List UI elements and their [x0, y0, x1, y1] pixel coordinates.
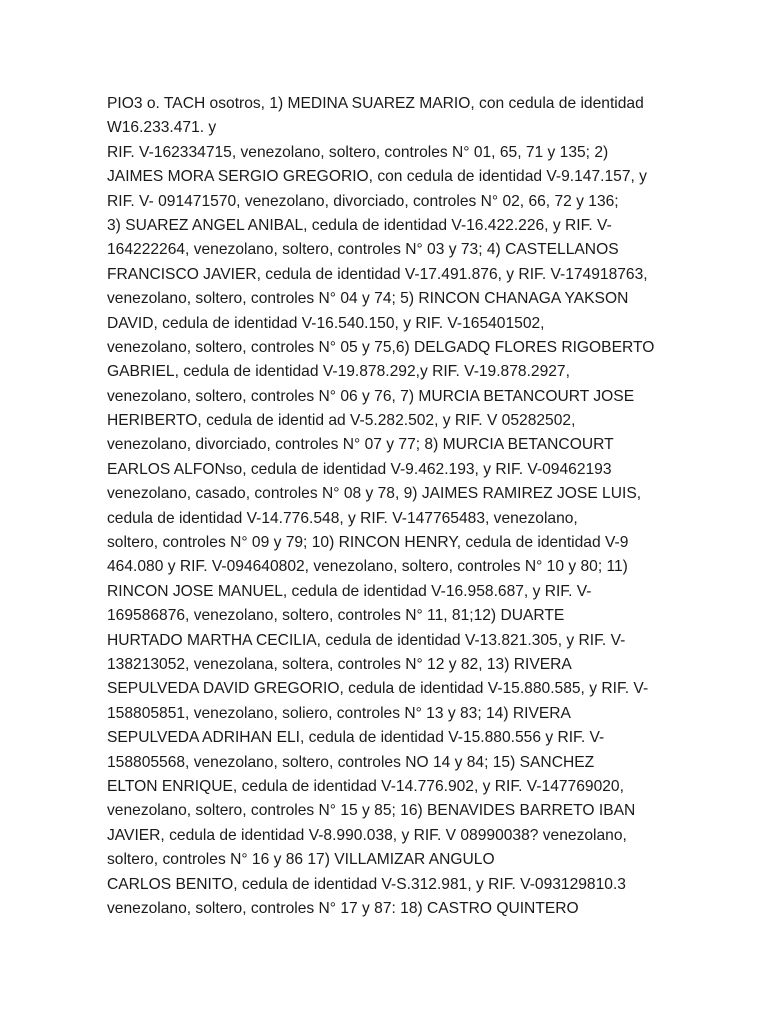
text-line: SEPULVEDA DAVID GREGORIO, cedula de identidad V-15.880.585, y RIF. V- [107, 680, 649, 698]
text-line: RIF. V-162334715, venezolano, soltero, controles N° 01, 65, 71 y 135; 2) [107, 143, 609, 161]
text-line: venezolano, soltero, controles N° 05 y 75,6) DELGADQ FLORES RIGOBERTO [107, 338, 655, 356]
text-line: venezolano, soltero, controles N° 17 y 87: 18) CASTRO QUINTERO [107, 899, 579, 917]
text-line: soltero, controles N° 16 y 86 17) VILLAMIZAR ANGULO [107, 851, 495, 869]
text-line: GABRIEL, cedula de identidad V-19.878.292,y RIF. V-19.878.2927, [107, 363, 570, 381]
text-line: venezolano, casado, controles N° 08 y 78, 9) JAIMES RAMIREZ JOSE LUIS, [107, 485, 642, 503]
text-line: JAIMES MORA SERGIO GREGORIO, con cedula de identidad V-9.147.157, y [107, 168, 647, 186]
text-line: JAVIER, cedula de identidad V-8.990.038, y RIF. V 08990038? venezolano, [107, 826, 627, 844]
text-line: venezolano, divorciado, controles N° 07 y 77; 8) MURCIA BETANCOURT [107, 436, 614, 454]
text-line: 169586876, venezolano, soltero, controles N° 11, 81;12) DUARTE [107, 607, 565, 625]
text-line: cedula de identidad V-14.776.548, y RIF. V-147765483, venezolano, [107, 509, 578, 527]
text-line: venezolano, soltero, controles N° 06 y 76, 7) MURCIA BETANCOURT JOSE [107, 387, 635, 405]
text-line: HURTADO MARTHA CECILIA, cedula de identidad V-13.821.305, y RIF. V- [107, 631, 626, 649]
text-line: DAVID, cedula de identidad V-16.540.150, y RIF. V-165401502, [107, 314, 545, 332]
text-line: CARLOS BENITO, cedula de identidad V-S.312.981, y RIF. V-093129810.3 [107, 875, 626, 893]
text-line: 164222264, venezolano, soltero, controles N° 03 y 73; 4) CASTELLANOS [107, 241, 619, 259]
text-line: 158805851, venezolano, soliero, controles N° 13 y 83; 14) RIVERA [107, 704, 571, 722]
text-line: 138213052, venezolana, soltera, controles N° 12 y 82, 13) RIVERA [107, 655, 572, 673]
text-line: RIF. V- 091471570, venezolano, divorciado, controles N° 02, 66, 72 y 136; [107, 192, 619, 210]
document-body-text [107, 92, 667, 921]
text-line: PIO3 o. TACH osotros, 1) MEDINA SUAREZ MARIO, con cedula de identidad [107, 95, 644, 112]
text-line: 464.080 y RIF. V-094640802, venezolano, soltero, controles N° 10 y 80; 11) [107, 558, 628, 576]
text-line: HERIBERTO, cedula de identid ad V-5.282.502, y RIF. V 05282502, [107, 412, 576, 430]
text-line: W16.233.471. y [107, 119, 217, 137]
text-line: FRANCISCO JAVIER, cedula de identidad V-17.491.876, y RIF. V-174918763, [107, 265, 648, 283]
text-line: 3) SUAREZ ANGEL ANIBAL, cedula de identidad V-16.422.226, y RIF. V- [107, 216, 612, 234]
text-line: venezolano, soltero, controles N° 04 y 74; 5) RINCON CHANAGA YAKSON [107, 290, 629, 308]
text-line: SEPULVEDA ADRIHAN ELI, cedula de identidad V-15.880.556 y RIF. V- [107, 729, 605, 747]
text-line: EARLOS ALFONso, cedula de identidad V-9.462.193, y RIF. V-09462193 [107, 460, 612, 478]
text-line: RINCON JOSE MANUEL, cedula de identidad V-16.958.687, y RIF. V- [107, 582, 592, 600]
text-line: soltero, controles N° 09 y 79; 10) RINCON HENRY, cedula de identidad V-9 [107, 534, 629, 552]
text-line: venezolano, soltero, controles N° 15 y 85; 16) BENAVIDES BARRETO IBAN [107, 802, 636, 820]
text-line: 158805568, venezolano, soltero, controles NO 14 y 84; 15) SANCHEZ [107, 753, 595, 771]
text-line: ELTON ENRIQUE, cedula de identidad V-14.776.902, y RIF. V-147769020, [107, 777, 624, 795]
